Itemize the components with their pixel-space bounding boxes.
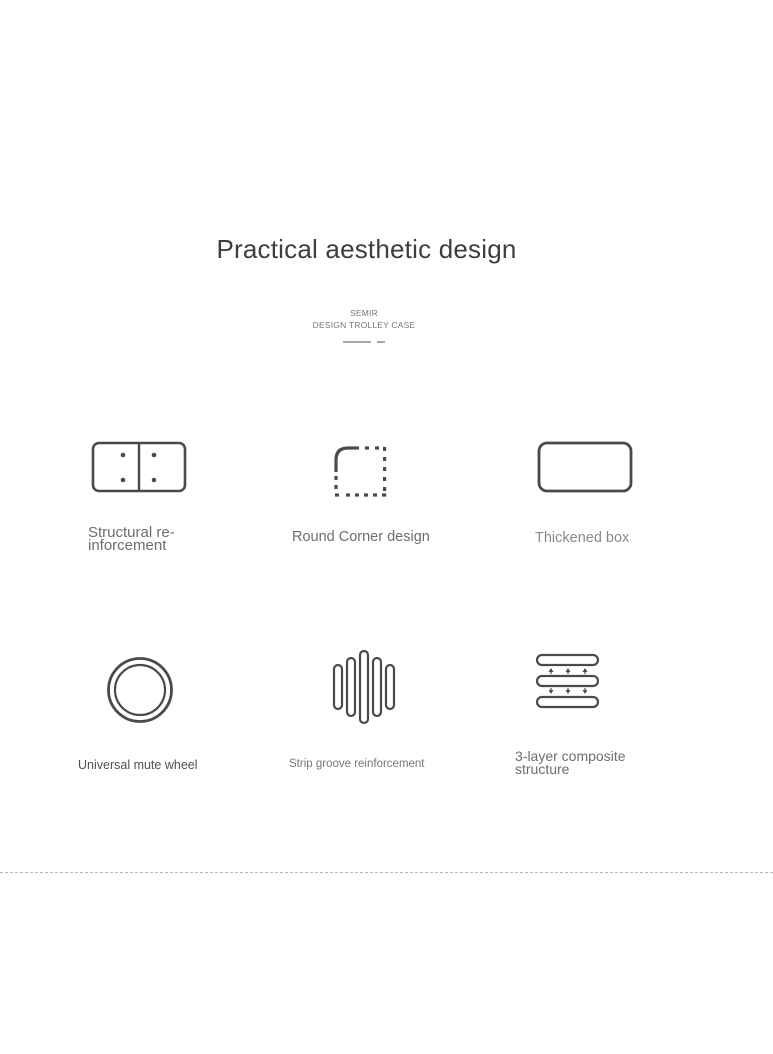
wheel-icon	[104, 654, 176, 726]
feature-label-round-corner: Round Corner design	[292, 529, 430, 545]
brand-name: SEMIR	[350, 308, 378, 318]
feature-label-strip-groove: Strip groove reinforcement	[289, 758, 425, 770]
accent-bar-long	[343, 341, 371, 343]
feature-label-wheel: Universal mute wheel	[78, 758, 198, 772]
dashed-divider	[0, 872, 773, 873]
three-layer-icon	[534, 652, 602, 712]
feature-label-three-layer: 3-layer composite structure	[515, 748, 626, 777]
feature-label-thickened: Thickened box	[535, 530, 630, 546]
feature-label-structural: Structural re- inforcement	[88, 524, 175, 554]
structural-reinforcement-icon	[90, 440, 188, 494]
thickened-box-icon	[536, 440, 634, 494]
brand-subtitle: DESIGN TROLLEY CASE	[312, 320, 416, 330]
accent-bar-short	[377, 341, 385, 343]
brand-block	[0, 307, 728, 331]
page-title: Practical aesthetic design	[216, 234, 517, 264]
round-corner-icon	[332, 444, 390, 500]
strip-groove-icon	[330, 648, 398, 726]
